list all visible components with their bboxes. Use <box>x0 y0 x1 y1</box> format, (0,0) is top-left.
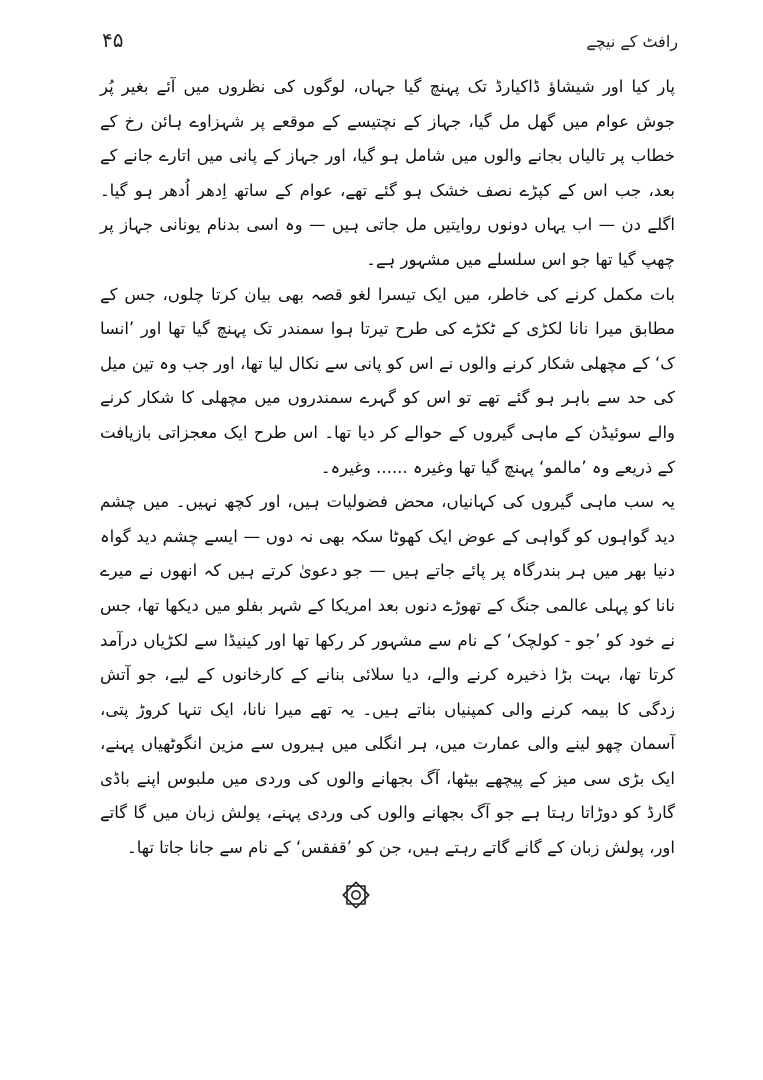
paragraph: یہ سب ماہی گیروں کی کہانیاں، محض فضولیات ہیں، اور کچھ نہیں۔ میں چشم دید گواہوں کو گواہی کے عوض ایک کھوٹا سکہ بھی نہ دوں — ایسے چشم دید گواہ دنیا بھر میں ہر بندرگاہ پر پائے جاتے ہیں — جو دعویٰ کرتے ہیں کہ انھوں نے میرے نانا کو پہلی عالمی جنگ کے تھوڑے دنوں بعد امریکا کے شہر بفلو میں دیکھا تھا، جس نے خود کو ’جو - کولچک‘ کے نام سے مشہور کر رکھا تھا اور کینیڈا سے لکڑیاں درآمد کرتا تھا، بہت بڑا ذخیرہ کرنے والے، دیا سلائی بنانے کے کارخانوں کے لیے، جو آتش زدگی کا بیمہ کرنے والی کمپنیاں بناتے ہیں۔ یہ تھے میرا نانا، ایک تنہا کروڑ پتی، آسمان چھو لینے والی عمارت میں، ہر انگلی میں ہیروں سے مزین انگوٹھیاں پہنے، ایک بڑی سی میز کے پیچھے بیٹھا، آگ بجھانے والوں کی وردی میں ملبوس اپنے باڈی گارڈ کو دوڑاتا رہتا ہے جو آگ بجھانے والوں کی وردی پہنے، پولش زبان میں گا گاتے اور، پولش زبان کے گانے گاتے رہتے ہیں، جن کو ’قفقس‘ کے نام سے جانا جاتا تھا۔ <box>100 492 675 858</box>
running-title: رافٹ کے نیچے <box>586 32 678 51</box>
body-text <box>100 70 675 866</box>
page-header <box>88 28 678 62</box>
paragraph: بات مکمل کرنے کی خاطر، میں ایک تیسرا لغو قصہ بھی بیان کرتا چلوں، جس کے مطابق میرا نانا لکڑی کے ٹکڑے کی طرح تیرتا ہوا سمندر تک پہنچ گیا تھا اور ’انسا ک‘ کے مچھلی شکار کرنے والوں نے اس کو پانی سے نکال لیا تھا، اور جب وہ تین میل کی حد سے باہر ہو گئے تھے تو اس کو گہرے سمندروں میں مچھلی کا شکار کرنے والے سوئیڈن کے ماہی گیروں کے حوالے کر دیا تھا۔ اس طرح ایک معجزاتی بازیافت کے ذریعے وہ ’مالمو‘ پہنچ گیا تھا وغیرہ ...... وغیرہ۔ <box>100 284 675 477</box>
star-ornament-icon <box>339 878 373 912</box>
paragraph: پار کیا اور شیشاؤ ڈاکیارڈ تک پہنچ گیا جہاں، لوگوں کی نظروں میں آئے بغیر پُر جوش عوام میں گھل مل گیا، جہاز کے نچتیسے کے موقعے پر شہزاوے ہائن رخ کے خطاب پر تالیاں بجانے والوں میں شامل ہو گیا، اور جہاز کے پانی میں اتارے جانے کے بعد، جب اس کے کپڑے نصف خشک ہو گئے تھے، عوام کے ساتھ اِدھر اُدھر ہو گیا۔ اگلے دن — اب یہاں دونوں روایتیں مل جاتی ہیں — وہ اسی بدنام یونانی جہاز پر چھپ گیا تھا جو اس سلسلے میں مشہور ہے۔ <box>100 77 675 269</box>
page-number: ۴۵ <box>102 28 124 52</box>
